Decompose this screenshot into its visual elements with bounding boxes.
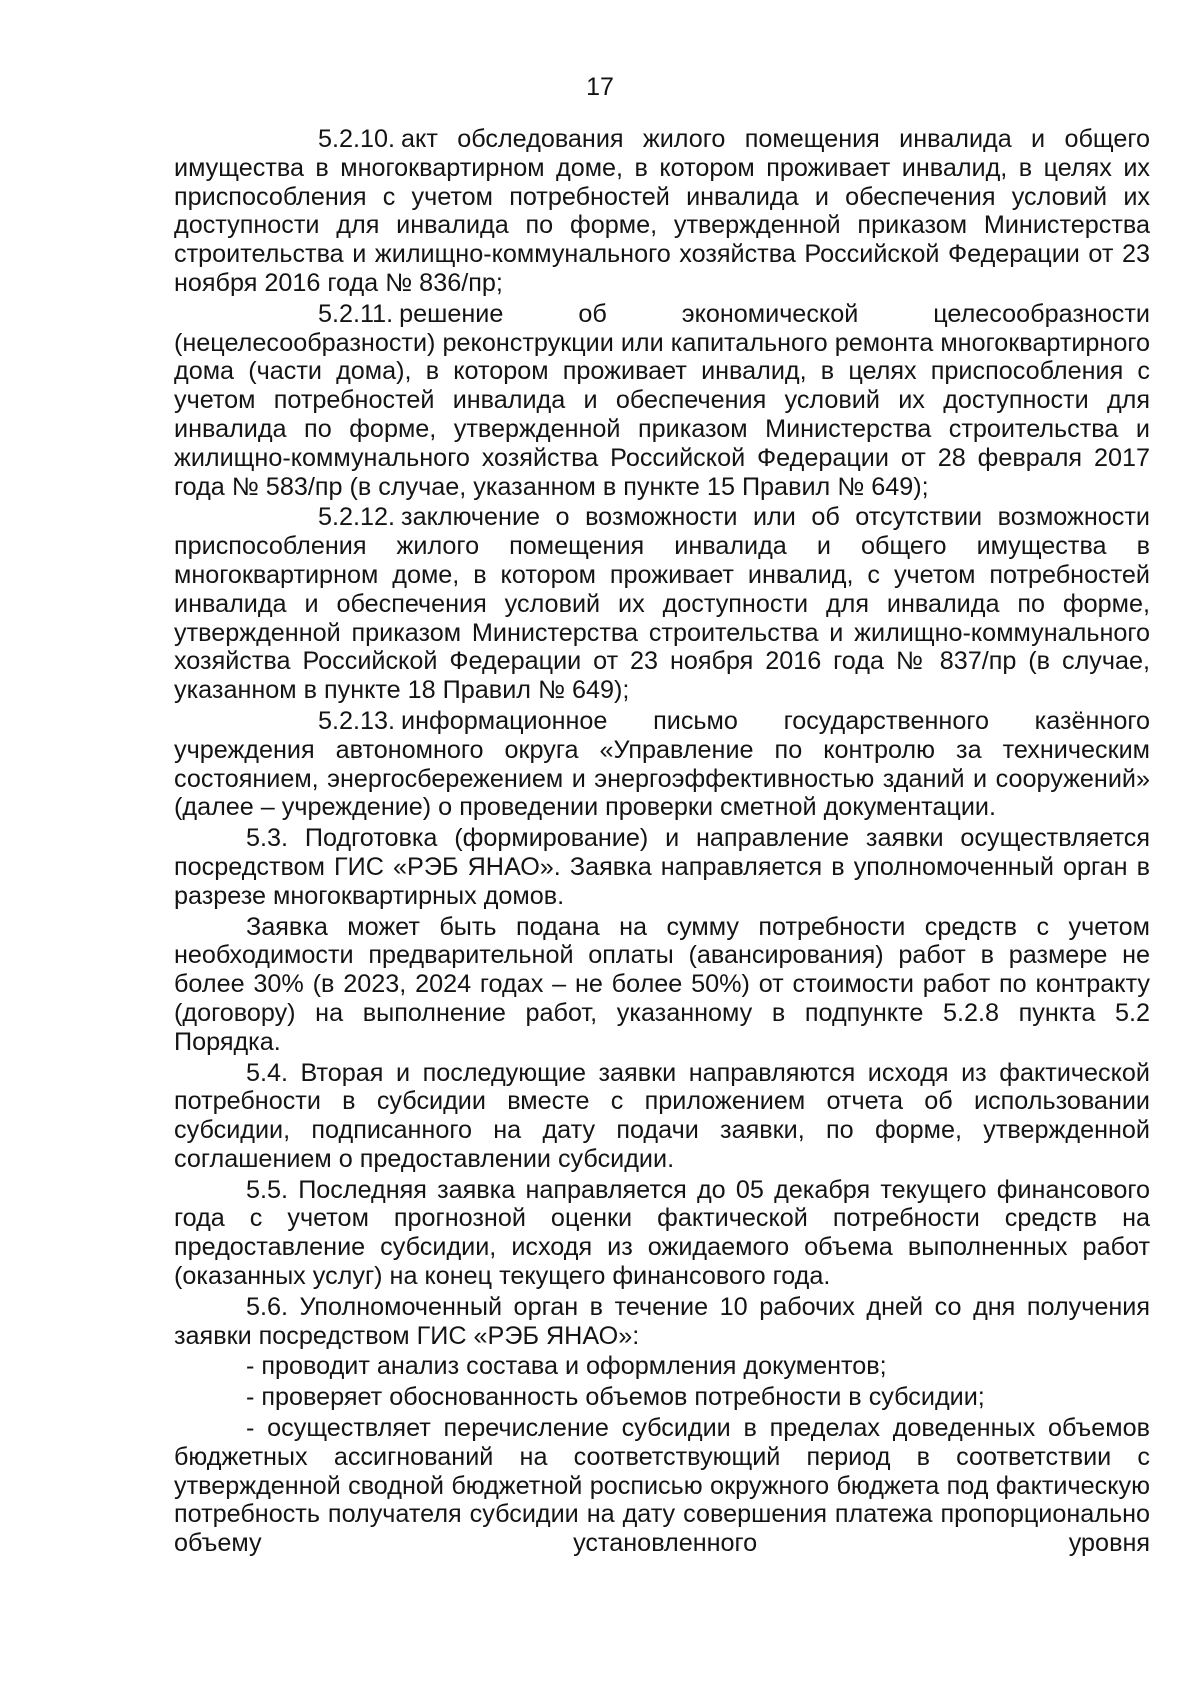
paragraph-text: 5.4. Вторая и последующие заявки направляются исходя из фактической потребности в субсидии вместе с приложением отчета об использовании субсидии, подписанного на дату подачи заявки, по форме, утвержденной соглашением о предоставлении субсидии. bbox=[174, 1058, 1150, 1173]
paragraph-text: 5.3. Подготовка (формирование) и направление заявки осуществляется посредством ГИС «РЭБ ЯНАО». Заявка направляется в уполномоченный орган в разрезе многоквартирных домов. bbox=[174, 824, 1150, 910]
paragraph-text: заключение о возможности или об отсутствии возможности приспособления жилого помещения инвалида и общего имущества в многоквартирном доме, в котором проживает инвалид, с учетом потребностей инвалида и обеспечения условий их доступности для инвалида по форме, утвержденной приказом Министерства строительства и жилищно-коммунального хозяйства Российской Федерации от 23 ноября 2016 года № 837/пр (в случае, указанном в пункте 18 Правил № 649); bbox=[174, 503, 1150, 705]
paragraph-text: - проводит анализ состава и оформления документов; bbox=[246, 1352, 887, 1381]
paragraph-number: 5.2.10. bbox=[318, 125, 396, 153]
paragraph-number: 5.2.11. bbox=[318, 299, 394, 328]
paragraph-5-4 bbox=[174, 1059, 1150, 1174]
paragraph-5-2-12 bbox=[174, 503, 1150, 705]
paragraph-5-6 bbox=[174, 1293, 1150, 1351]
paragraph-5-2-10 bbox=[174, 125, 1150, 298]
paragraph-text: решение об экономической целесообразности (нецелесообразности) реконструкции или капитального ремонта многоквартирного дома (части дома), в котором проживает инвалид, в целях приспособления с учетом потребностей инвалида и обеспечения условий их доступности для инвалида по форме, утвержденной приказом Министерства строительства и жилищно-коммунального хозяйства Российской Федерации от 28 февраля 2017 года № 583/пр (в случае, указанном в пункте 15 Правил № 649); bbox=[174, 299, 1150, 501]
paragraph-5-5 bbox=[174, 1176, 1150, 1291]
page-number: 17 bbox=[586, 73, 614, 101]
paragraph-text: акт обследования жилого помещения инвалида и общего имущества в многоквартирном доме, в котором проживает инвалид, в целях их приспособления с учетом потребностей инвалида и обеспечения условий их доступности для инвалида по форме, утвержденной приказом Министерства строительства и жилищно-коммунального хозяйства Российской Федерации от 23 ноября 2016 года № 836/пр; bbox=[174, 125, 1150, 297]
paragraph-number: 5.2.13. bbox=[318, 706, 396, 735]
list-item-check bbox=[174, 1383, 1150, 1412]
paragraph-text: - проверяет обоснованность объемов потребности в субсидии; bbox=[246, 1383, 985, 1412]
list-item-analysis bbox=[174, 1352, 1150, 1381]
paragraph-5-3 bbox=[174, 824, 1150, 910]
list-item-transfer bbox=[174, 1414, 1150, 1558]
paragraph-text: информационное письмо государственного казённого учреждения автономного округа «Управление по контролю за техническим состоянием, энергосбережением и энергоэффективностью зданий и сооружений» (далее – учреждение) о проведении проверки сметной документации. bbox=[174, 706, 1150, 822]
paragraph-application-amount bbox=[174, 913, 1150, 1057]
paragraph-text: 5.5. Последняя заявка направляется до 05 декабря текущего финансового года с учетом прогнозной оценки фактической потребности средств на предоставление субсидии, исходя из ожидаемого объема выполненных работ (оказанных услуг) на конец текущего финансового года. bbox=[174, 1175, 1150, 1291]
paragraph-text: - осуществляет перечисление субсидии в пределах доведенных объемов бюджетных ассигнований на соответствующий период в соответствии с утвержденной сводной бюджетной росписью окружного бюджета под фактическую потребность получателя субсидии на дату совершения платежа пропорционально объему установленного уровня bbox=[174, 1414, 1150, 1558]
paragraph-5-2-13 bbox=[174, 707, 1150, 822]
paragraph-5-2-11 bbox=[174, 300, 1150, 502]
paragraph-text: Заявка может быть подана на сумму потребности средств с учетом необходимости предварительной оплаты (авансирования) работ в размере не более 30% (в 2023, 2024 годах – не более 50%) от стоимости работ по контракту (договору) на выполнение работ, указанному в подпункте 5.2.8 пункта 5.2 Порядка. bbox=[174, 912, 1150, 1056]
paragraph-number: 5.2.12. bbox=[318, 503, 396, 532]
document-body bbox=[174, 125, 1150, 1558]
paragraph-text: 5.6. Уполномоченный орган в течение 10 рабочих дней со дня получения заявки посредством ГИС «РЭБ ЯНАО»: bbox=[174, 1292, 1150, 1350]
